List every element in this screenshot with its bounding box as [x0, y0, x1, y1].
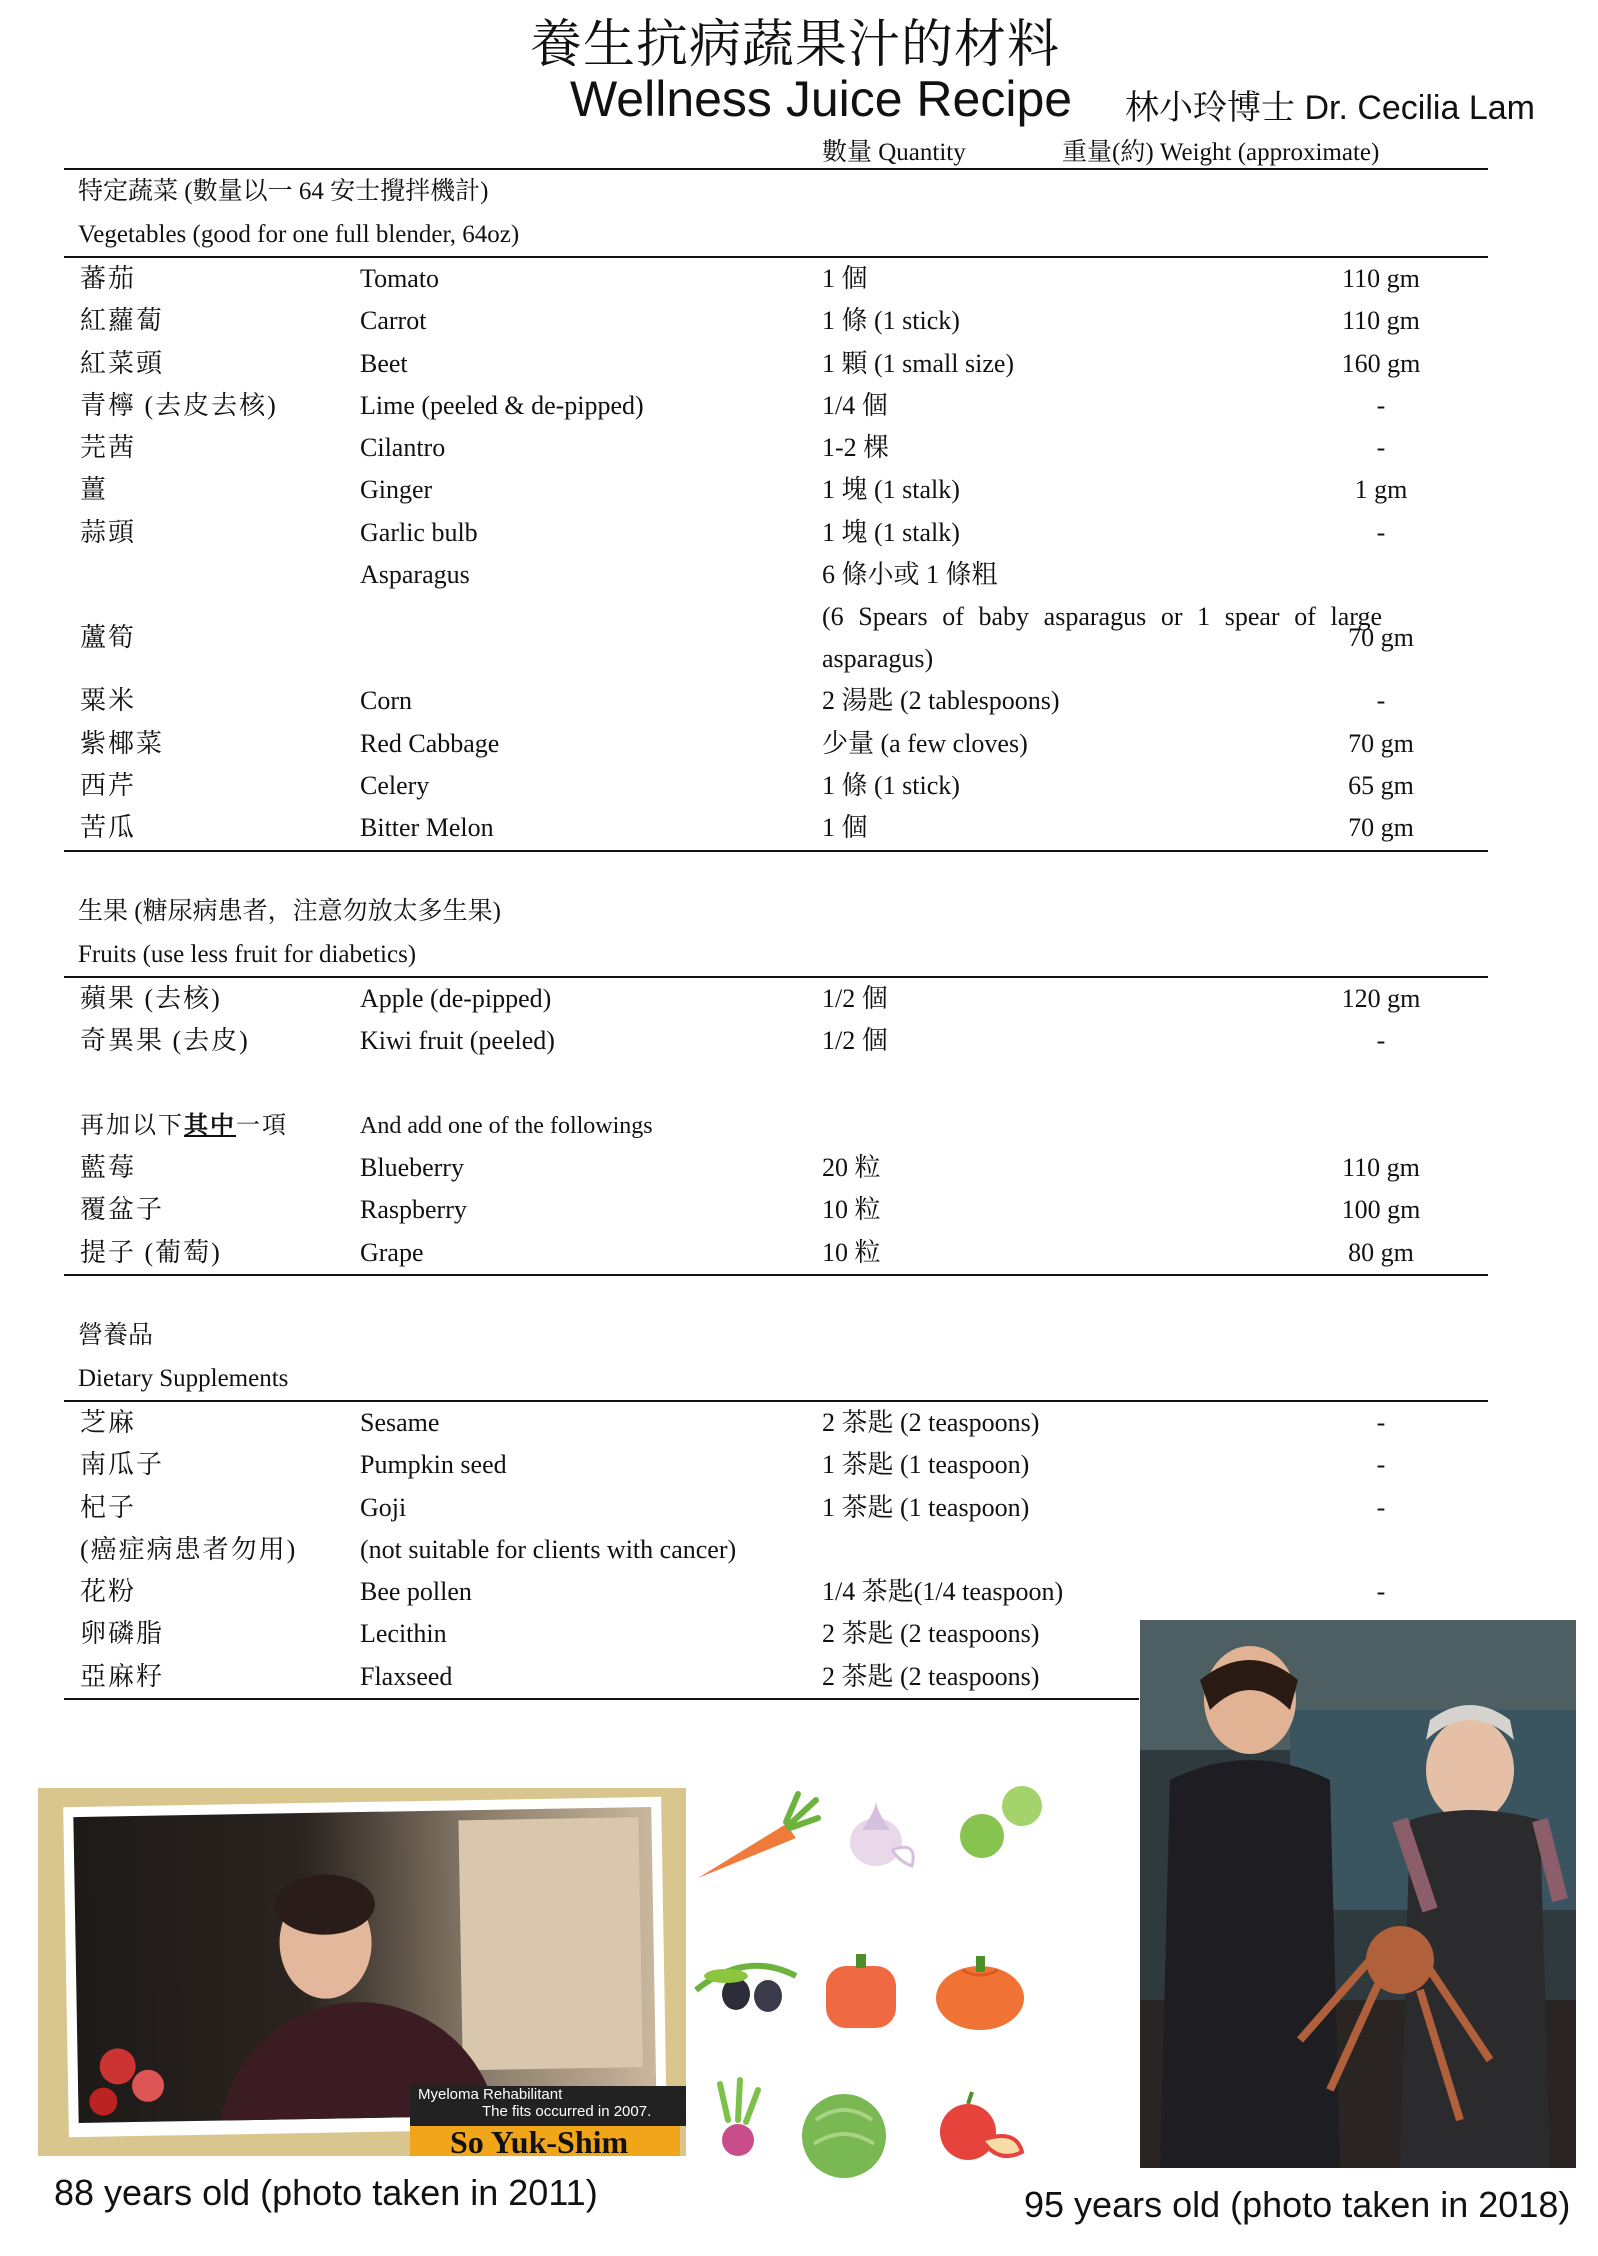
table-row — [64, 680, 1488, 722]
item-weight: - — [1376, 1408, 1386, 1437]
item-name-zh: 芫茜 — [80, 433, 137, 463]
spacer — [64, 1063, 1488, 1105]
item-quantity: 1 條 (1 stick) — [822, 770, 960, 800]
supplements-title-zh: 營養品 — [78, 1322, 154, 1349]
item-name-zh: 青檸 (去皮去核) — [80, 390, 278, 420]
item-name-zh: 紫椰菜 — [80, 728, 165, 758]
caption-right: 95 years old (photo taken in 2018) — [1024, 2184, 1571, 2225]
item-name-zh: 蕃茄 — [80, 264, 137, 293]
radish-icon — [720, 2080, 758, 2156]
item-name-en: Pumpkin seed — [360, 1450, 507, 1480]
table-row — [64, 554, 1488, 596]
item-name-zh: 覆盆子 — [80, 1195, 165, 1225]
table-row — [64, 1444, 1488, 1486]
item-weight: 120 gm — [1341, 984, 1421, 1013]
photo-2018 — [1140, 1620, 1576, 2168]
item-name-en: Blueberry — [360, 1153, 464, 1183]
item-weight: - — [1376, 433, 1386, 463]
carrot-icon — [698, 1794, 818, 1878]
table-row — [64, 427, 1488, 469]
item-weight: - — [1376, 390, 1386, 420]
item-name-zh: 藍莓 — [80, 1153, 137, 1183]
item-quantity: 少量 (a few cloves) — [822, 728, 1028, 758]
item-name-en: Bee pollen — [360, 1577, 472, 1607]
item-name-en: Corn — [360, 686, 412, 716]
item-quantity: 1 顆 (1 small size) — [822, 348, 1015, 378]
berries-table — [64, 1147, 1488, 1274]
divider — [64, 1274, 1488, 1276]
item-quantity: 10 粒 — [822, 1237, 881, 1267]
item-weight: 70 gm — [1348, 623, 1414, 653]
cabbage-icon — [802, 2094, 886, 2178]
column-header-quantity: 數量 Quantity — [822, 139, 966, 166]
table-row — [64, 765, 1488, 807]
add-one-zh: 再加以下其中一項 — [80, 1112, 288, 1139]
supplements-title-en: Dietary Supplements — [78, 1365, 289, 1392]
item-weight: - — [1376, 686, 1386, 716]
vegetables-section — [64, 168, 1488, 852]
item-name-zh: 蘆筍 — [80, 623, 137, 653]
item-weight: - — [1376, 1577, 1386, 1607]
item-weight: 100 gm — [1341, 1195, 1421, 1225]
item-weight: 65 gm — [1348, 770, 1414, 800]
item-name-zh: 提子 (葡萄) — [80, 1237, 222, 1267]
item-name-zh: 杞子 — [80, 1492, 137, 1522]
item-name-zh: 紅菜頭 — [80, 348, 165, 378]
item-name-en: Red Cabbage — [360, 728, 500, 758]
item-weight: 110 gm — [1342, 1153, 1420, 1183]
item-quantity: 1/4 個 — [822, 390, 888, 420]
item-quantity: 2 茶匙 (2 teaspoons) — [822, 1661, 1040, 1691]
item-name-en: Raspberry — [360, 1195, 467, 1225]
item-quantity: (6 Spears of baby asparagus or 1 spear of large asparagus) — [822, 602, 1382, 674]
item-quantity: 2 茶匙 (2 teaspoons) — [822, 1408, 1040, 1437]
item-name-en: Celery — [360, 770, 430, 800]
photo-scene — [1140, 1620, 1576, 2168]
table-row — [64, 385, 1488, 427]
item-name-en: Beet — [360, 348, 408, 378]
add-one-row — [64, 1105, 1488, 1147]
item-name-en: Apple (de-pipped) — [360, 984, 552, 1013]
item-quantity: 2 湯匙 (2 tablespoons) — [822, 686, 1060, 716]
item-quantity: 20 粒 — [822, 1153, 881, 1183]
table-row — [64, 1571, 1488, 1613]
photo-2011 — [38, 1788, 686, 2156]
caption-left: 88 years old (photo taken in 2011) — [54, 2172, 598, 2213]
item-quantity: 1-2 棵 — [822, 433, 890, 463]
table-row — [64, 1232, 1488, 1274]
item-name-zh: 奇異果 (去皮) — [80, 1026, 250, 1056]
photo-content — [73, 1807, 656, 2123]
table-row — [64, 512, 1488, 554]
item-name-en: Grape — [360, 1237, 424, 1267]
item-weight: 1 gm — [1354, 475, 1408, 505]
item-quantity: 1/2 個 — [822, 1026, 888, 1056]
divider — [64, 1698, 1139, 1700]
fruits-title-en: Fruits (use less fruit for diabetics) — [78, 941, 417, 968]
garlic-icon — [850, 1800, 913, 1866]
author: 林小玲博士 Dr. Cecilia Lam — [1125, 89, 1535, 127]
item-quantity: 2 茶匙 (2 teaspoons) — [822, 1619, 1040, 1649]
item-quantity: 1 塊 (1 stalk) — [822, 517, 960, 547]
item-quantity: 1/4 茶匙(1/4 teaspoon) — [822, 1577, 1064, 1607]
item-name-zh: 粟米 — [80, 686, 137, 716]
item-name-en: Bitter Melon — [360, 813, 494, 843]
item-name-en: Ginger — [360, 475, 433, 505]
apple-icon — [940, 2092, 1022, 2160]
item-name-zh: 卵磷脂 — [80, 1619, 165, 1649]
title-english: Wellness Juice Recipe — [570, 71, 1073, 127]
item-name-en: Lecithin — [360, 1619, 447, 1649]
item-name-zh: 西芹 — [80, 770, 137, 800]
table-row — [64, 469, 1488, 511]
table-row — [64, 596, 1488, 680]
item-quantity: 1 個 — [822, 813, 868, 843]
vegetables-title-zh: 特定蔬菜 (數量以一 64 安士攪拌機計) — [78, 178, 489, 205]
fruits-section — [64, 890, 1488, 1276]
table-row — [64, 978, 1488, 1020]
table-row — [64, 1020, 1488, 1062]
item-name-en: Flaxseed — [360, 1661, 453, 1691]
item-quantity: 6 條小或 1 條粗 — [822, 560, 998, 590]
table-row — [64, 807, 1488, 849]
add-one-en: And add one of the followings — [360, 1112, 653, 1139]
item-name-en: Asparagus — [360, 560, 470, 590]
item-name-zh: 亞麻籽 — [80, 1661, 165, 1691]
vegetable-illustrations — [686, 1780, 1058, 2180]
divider — [64, 850, 1488, 852]
item-name-en: Carrot — [360, 306, 427, 336]
badge-name: So Yuk-Shim — [450, 2124, 629, 2156]
item-name-zh: 蘋果 (去核) — [80, 984, 222, 1013]
item-quantity: 1 個 — [822, 264, 868, 293]
vegetables-title-en: Vegetables (good for one full blender, 64oz) — [78, 221, 520, 248]
item-weight: 70 gm — [1348, 813, 1414, 843]
table-row — [64, 258, 1488, 300]
fruits-title-zh: 生果 (糖尿病患者，注意勿放太多生果) — [78, 898, 501, 925]
table-row — [64, 1402, 1488, 1444]
item-quantity: 10 粒 — [822, 1195, 881, 1225]
item-weight: 110 gm — [1342, 264, 1420, 293]
title-chinese: 養生抗病蔬果汁的材料 — [530, 15, 1061, 75]
photo-scene — [73, 1807, 656, 2123]
table-row — [64, 300, 1488, 342]
item-name-en: Sesame — [360, 1408, 440, 1437]
item-name-en: Garlic bulb — [360, 517, 478, 547]
table-row — [64, 343, 1488, 385]
item-quantity: 1/2 個 — [822, 984, 888, 1013]
pumpkin-icon — [936, 1956, 1024, 2030]
item-weight: 70 gm — [1348, 728, 1414, 758]
item-name-zh: 花粉 — [80, 1577, 137, 1607]
item-name-en: Goji — [360, 1492, 407, 1522]
item-weight: 80 gm — [1348, 1237, 1414, 1267]
table-row — [64, 1487, 1488, 1529]
column-header-weight: 重量(約) Weight (approximate) — [1062, 139, 1380, 166]
olive-icon — [696, 1966, 796, 2012]
item-quantity: 1 茶匙 (1 teaspoon) — [822, 1450, 1030, 1480]
item-weight: 160 gm — [1341, 348, 1421, 378]
item-weight: - — [1376, 1026, 1386, 1056]
item-name-zh: 芝麻 — [80, 1408, 137, 1437]
item-name-zh: 蒜頭 — [80, 517, 137, 547]
item-weight: - — [1376, 1492, 1386, 1522]
item-name-zh: 紅蘿蔔 — [80, 306, 165, 336]
item-name-zh: 苦瓜 — [80, 813, 137, 843]
bell-pepper-icon — [826, 1954, 896, 2028]
item-name-en: Kiwi fruit (peeled) — [360, 1026, 555, 1056]
badge-caption: Myeloma Rehabilitant The fits occurred in 2007. — [410, 2086, 686, 2126]
table-row — [64, 1529, 1488, 1571]
item-weight: 110 gm — [1342, 306, 1420, 336]
item-quantity: 1 茶匙 (1 teaspoon) — [822, 1492, 1030, 1522]
item-name-en: Tomato — [360, 264, 440, 293]
item-name-en: (not suitable for clients with cancer) — [360, 1534, 737, 1564]
item-quantity: 1 塊 (1 stalk) — [822, 475, 960, 505]
item-name-en: Cilantro — [360, 433, 446, 463]
name-badge — [410, 2086, 680, 2156]
vegetables-table — [64, 258, 1488, 850]
item-weight: - — [1376, 1450, 1386, 1480]
table-row — [64, 723, 1488, 765]
item-name-zh: 薑 — [80, 475, 109, 505]
table-row — [64, 1147, 1488, 1189]
item-name-en: Lime (peeled & de-pipped) — [360, 390, 644, 420]
item-quantity: 1 條 (1 stick) — [822, 306, 960, 336]
item-name-zh: 南瓜子 — [80, 1450, 165, 1480]
fruits-table — [64, 978, 1488, 1063]
table-row — [64, 1189, 1488, 1231]
item-weight: - — [1376, 517, 1386, 547]
item-name-zh: (癌症病患者勿用) — [80, 1534, 298, 1564]
brussels-sprout-icon — [960, 1786, 1042, 1858]
